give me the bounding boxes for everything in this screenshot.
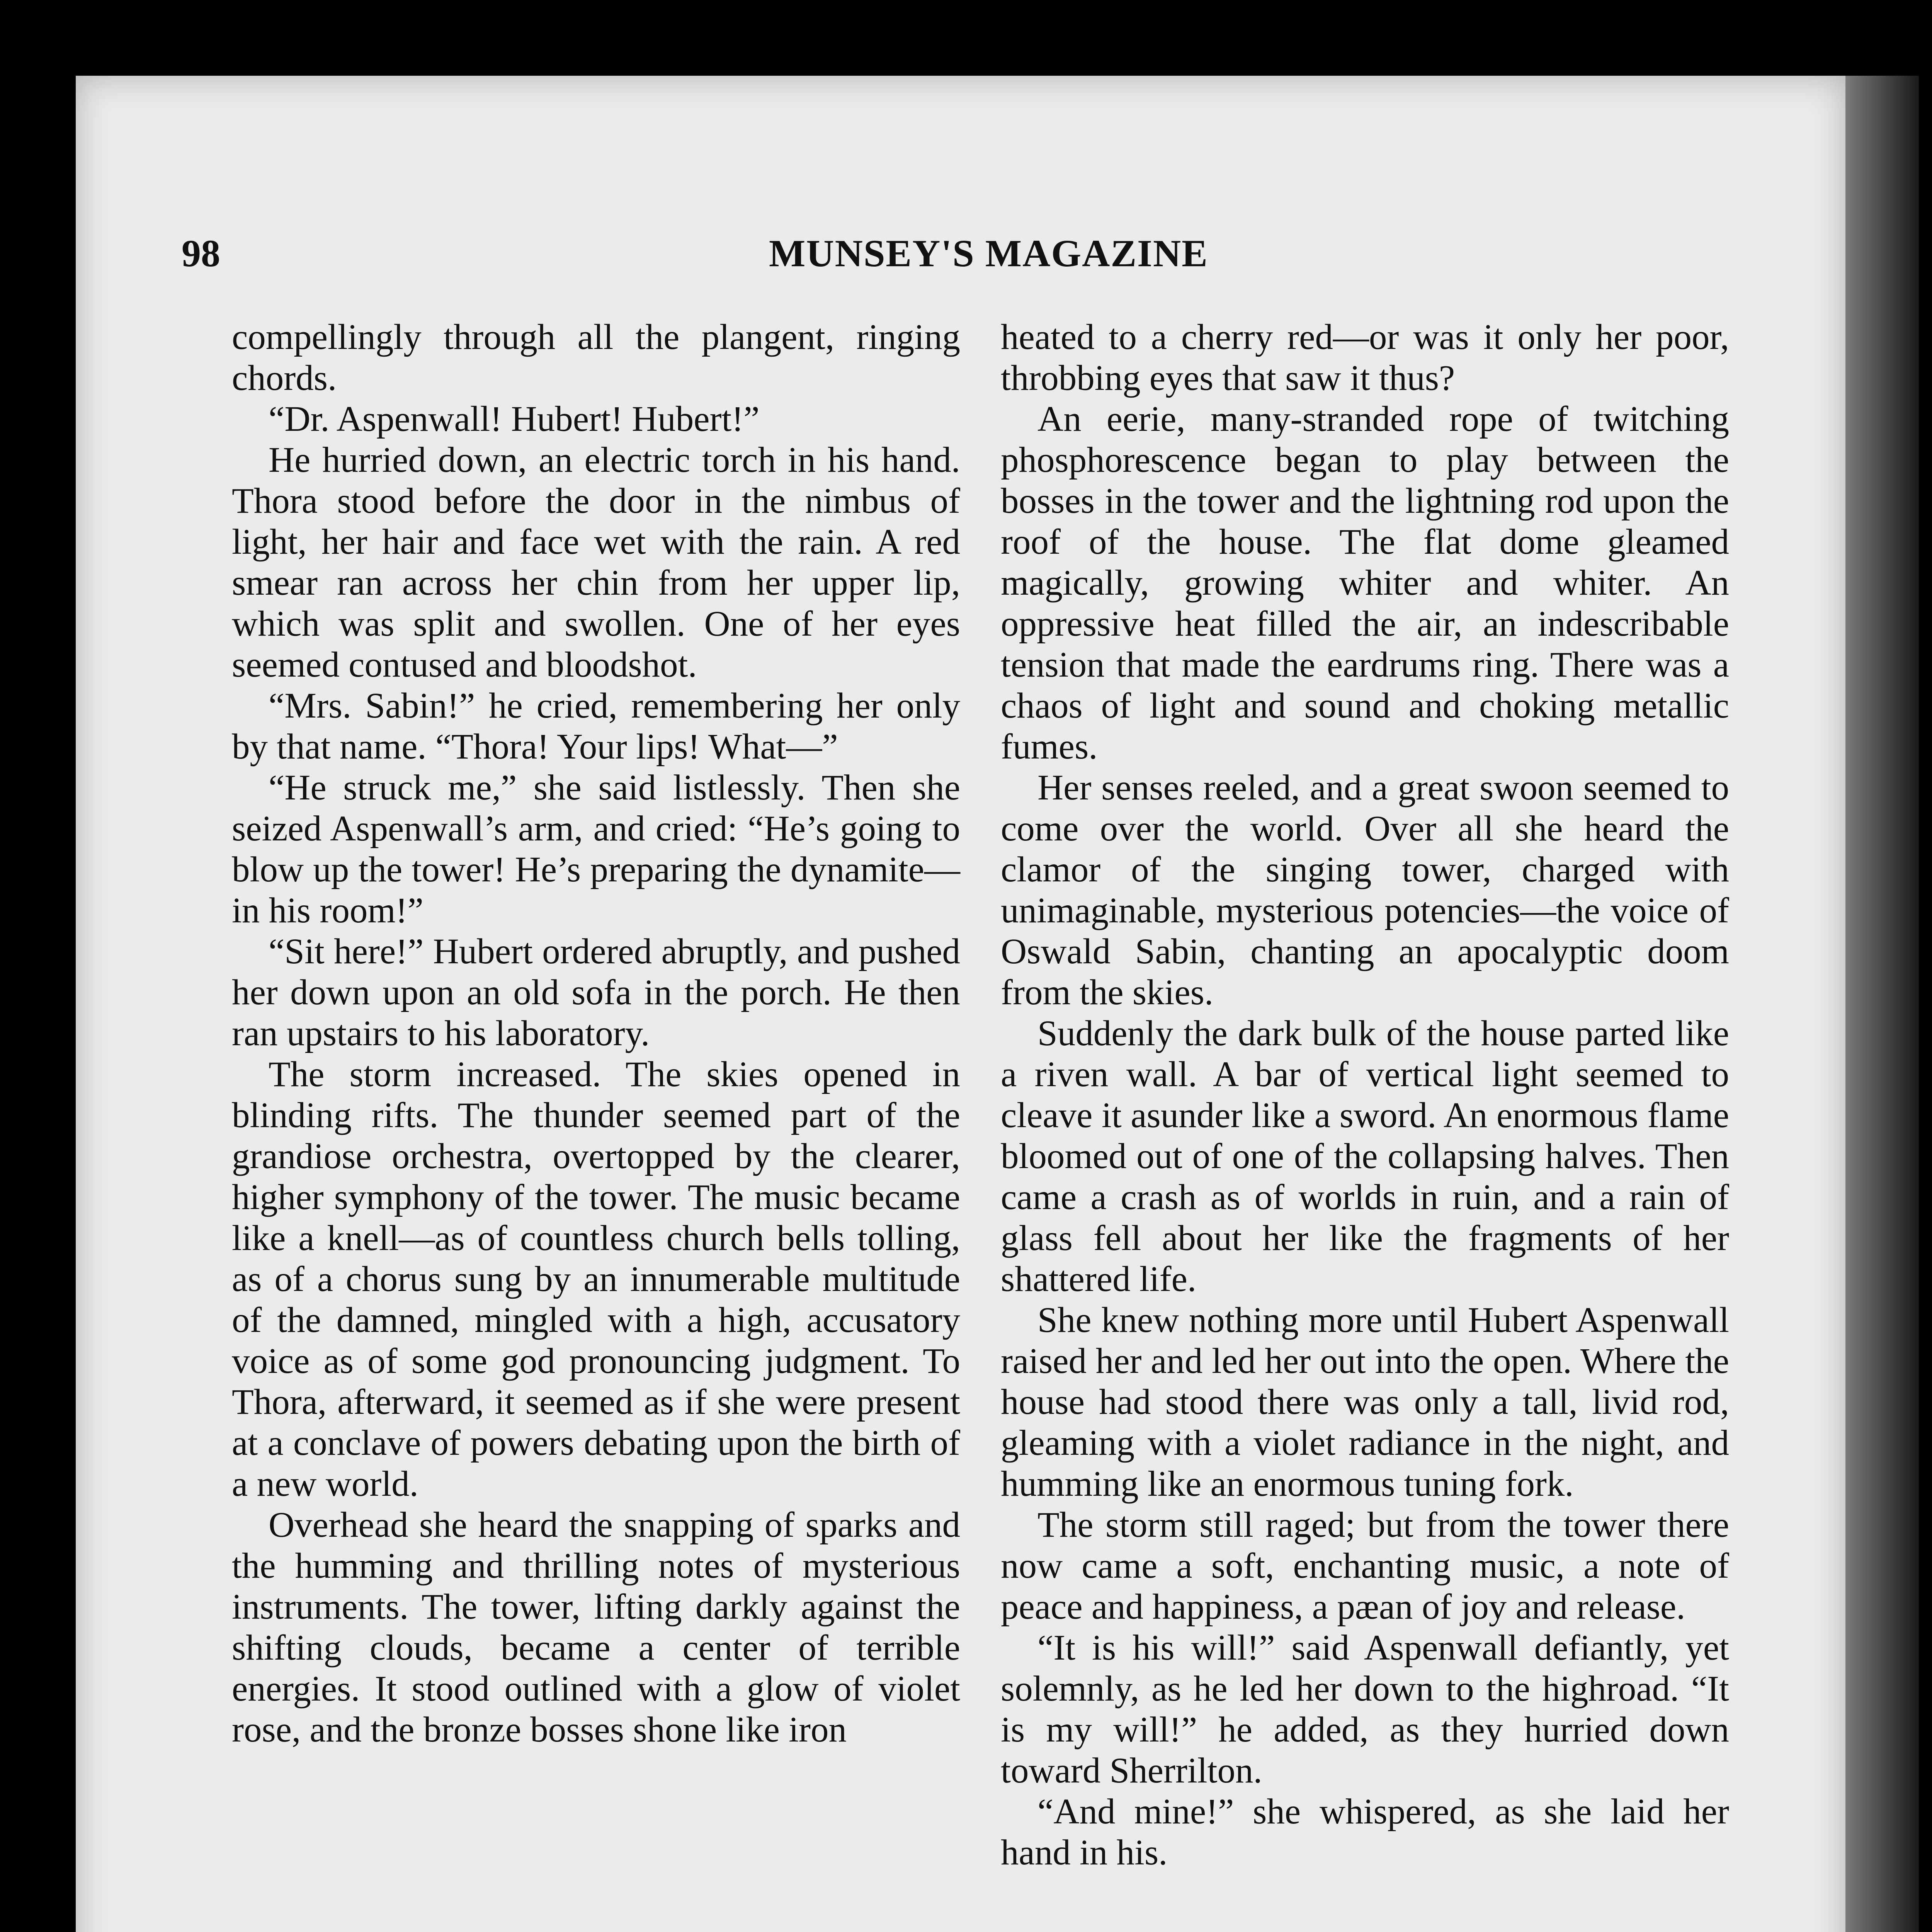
paragraph: “It is his will!” said Aspenwall defiantly, yet solemnly, as he led her down to the highroad. “It is my will!” he added, as they hurried down toward Sherrilton. (1001, 1628, 1729, 1791)
paragraph: Overhead she heard the snapping of sparks and the humming and thrilling notes of mysterious instruments. The tower, lifting darkly against the shifting clouds, became a center of terrible energies. It stood outlined with a glow of violet rose, and the bronze bosses shone like iron (232, 1505, 960, 1750)
paragraph: The storm still raged; but from the tower there now came a soft, enchanting music, a note of peace and happiness, a pæan of joy and release. (1001, 1505, 1729, 1627)
paragraph: “Dr. Aspenwall! Hubert! Hubert!” (269, 399, 760, 439)
page-edge-shadow (1845, 76, 1919, 1932)
running-header-title: MUNSEY'S MAGAZINE (769, 232, 1208, 275)
paragraph: “Sit here!” Hubert ordered abruptly, and pushed her down upon an old sofa in the porch. He then ran upstairs to his laboratory. (232, 932, 960, 1053)
paragraph: She knew nothing more until Hubert Aspenwall raised her and led her out into the open. Where the house had stood there was only a tall, livid rod, gleaming with a violet radiance in the night, and humming like an enormous tuning fork. (1001, 1300, 1729, 1504)
paragraph: Her senses reeled, and a great swoon seemed to come over the world. Over all she heard the clamor of the singing tower, charged with unimaginable, mysterious potencies—the voice of Oswald Sabin, chanting an apocalyptic doom from the skies. (1001, 768, 1729, 1012)
paragraph: compellingly through all the plangent, ringing chords. (232, 317, 960, 398)
paragraph: The storm increased. The skies opened in blinding rifts. The thunder seemed part of the grandiose orchestra, overtopped by the clearer, higher symphony of the tower. The music became like a knell—as of countless church bells tolling, as of a chorus sung by an innumerable multitude of the damned, mingled with a high, accusatory voice as of some god pronouncing judgment. To Thora, afterward, it seemed as if she were present at a conclave of powers debating upon the birth of a new world. (232, 1054, 960, 1504)
page-number: 98 (182, 232, 220, 275)
paragraph: Suddenly the dark bulk of the house parted like a riven wall. A bar of vertical light seemed to cleave it asunder like a sword. An enormous flame bloomed out of one of the collapsing halves. Then came a crash as of worlds in ruin, and a rain of glass fell about her like the fragments of her shattered life. (1001, 1014, 1729, 1299)
right-column (1001, 317, 1729, 1873)
paragraph: An eerie, many-stranded rope of twitching phosphorescence began to play between the bosses in the tower and the lightning rod upon the roof of the house. The flat dome gleamed magically, growing whiter and whiter. An oppressive heat filled the air, an indescribable tension that made the eardrums ring. There was a chaos of light and sound and choking metallic fumes. (1001, 399, 1729, 767)
paragraph: “And mine!” she whispered, as she laid her hand in his. (1001, 1792, 1729, 1872)
left-column (232, 317, 960, 1750)
paragraph: heated to a cherry red—or was it only her poor, throbbing eyes that saw it thus? (1001, 317, 1729, 398)
paragraph: He hurried down, an electric torch in his hand. Thora stood before the door in the nimbus of light, her hair and face wet with the rain. A red smear ran across her chin from her upper lip, which was split and swollen. One of her eyes seemed contused and bloodshot. (232, 440, 960, 685)
paragraph: “Mrs. Sabin!” he cried, remembering her only by that name. “Thora! Your lips! What—” (232, 686, 960, 767)
paragraph: “He struck me,” she said listlessly. Then she seized Aspenwall’s arm, and cried: “He’s going to blow up the tower! He’s preparing the dynamite—in his room!” (232, 768, 960, 930)
